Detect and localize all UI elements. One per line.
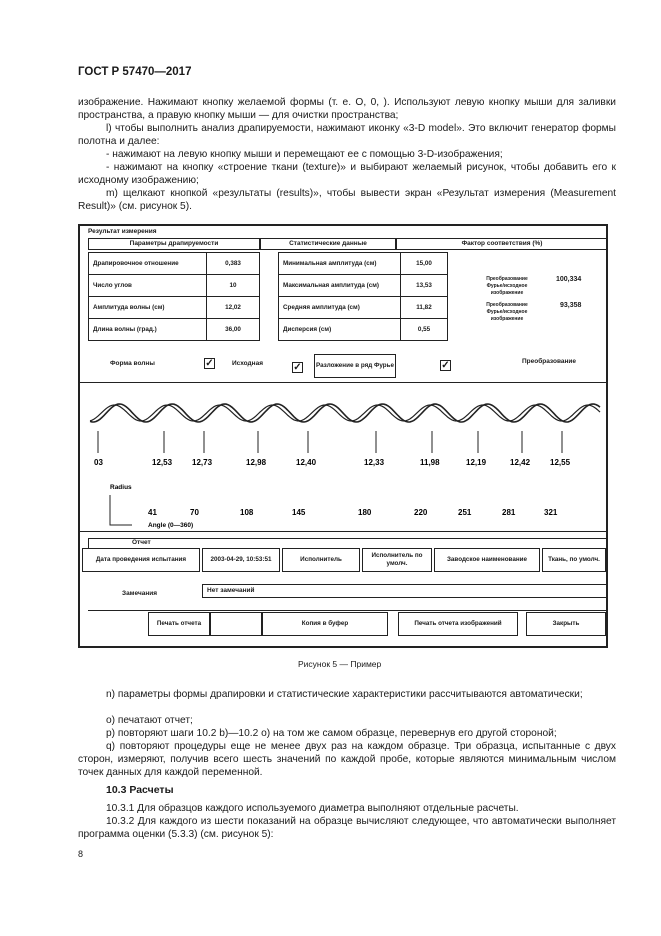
factor-value: 100,334 xyxy=(556,276,582,283)
wave-chart xyxy=(80,383,606,533)
original-label: Исходная xyxy=(232,360,263,367)
table-row xyxy=(89,275,260,297)
angle-label: 281 xyxy=(502,508,516,517)
table-row xyxy=(89,297,260,319)
stats-value: 15,00 xyxy=(401,253,448,275)
date-label: Дата проведения испытания xyxy=(82,548,200,572)
angle-axis-label: Angle (0—360) xyxy=(148,522,194,529)
angle-label: 70 xyxy=(190,508,199,517)
page-number: 8 xyxy=(78,849,84,859)
stats-label: Средняя амплитуда (см) xyxy=(279,297,401,319)
angle-label: 321 xyxy=(544,508,558,517)
section-heading: 10.3 Расчеты xyxy=(106,784,174,796)
factor-value: 93,358 xyxy=(560,302,582,309)
report-label: Отчет xyxy=(132,539,151,546)
document-header: ГОСТ Р 57470—2017 xyxy=(78,66,192,78)
sample-value[interactable]: Ткань, по умолч. xyxy=(542,548,606,572)
angle-label: 220 xyxy=(414,508,428,517)
drape-value: 0,383 xyxy=(207,253,260,275)
transformation-label: Преобразование xyxy=(522,358,577,365)
remarks-label: Замечания xyxy=(122,590,158,597)
axis-indicator xyxy=(110,495,132,525)
stats-section-header: Статистические данные xyxy=(260,238,396,250)
figure-caption: Рисунок 5 — Пример xyxy=(298,659,382,669)
fourier-checkbox[interactable]: ✓ xyxy=(441,360,450,371)
factor-label: Преобразование Фурье/исходное изображение xyxy=(486,302,528,322)
paragraph: 10.3.1 Для образцов каждого используемого диаметра выполняют отдельные расчеты. xyxy=(106,803,519,814)
drape-label: Амплитуда волны (см) xyxy=(89,297,207,319)
radius-label: 12,19 xyxy=(466,458,487,467)
stats-label: Минимальная амплитуда (см) xyxy=(279,253,401,275)
paragraph: l) чтобы выполнить анализ драпируемости, нажимают иконку «3-D model». Это включит генератор формы полотна и далее: xyxy=(78,123,616,147)
wave-shape-checkbox[interactable]: ✓ xyxy=(205,358,214,369)
original-checkbox[interactable]: ✓ xyxy=(293,362,302,373)
paragraph: m) щелкают кнопкой «результаты (results)», чтобы вывести экран «Результат измерения (Measurement Result)» (см. рисунок 5). xyxy=(78,188,616,212)
radius-label: 12,42 xyxy=(510,458,531,467)
date-value: 2003-04-29, 10:53:51 xyxy=(202,548,280,572)
radius-label: 03 xyxy=(94,458,103,467)
drape-value: 36,00 xyxy=(207,319,260,341)
paragraph: - нажимают на левую кнопку мыши и перемещают ее с помощью 3-D-изображения; xyxy=(106,149,503,160)
drape-section-header: Параметры драпируемости xyxy=(88,238,260,250)
measurement-result-window xyxy=(78,224,608,648)
copy-buffer-button[interactable]: Копия в буфер xyxy=(262,612,388,636)
print-images-button[interactable]: Печать отчета изображений xyxy=(398,612,518,636)
drape-label: Драпировочное отношение xyxy=(89,253,207,275)
executor-value[interactable]: Исполнитель по умолч. xyxy=(362,548,432,572)
divider xyxy=(88,610,608,611)
paragraph: q) повторяют процедуры еще не менее двух раз на каждом образце. Три образца, испытанные с двух сторон, измеряют, получив всего шесть значений по каждой пробе, которые являются минимальным числом точек данных для каждой переменной. xyxy=(78,741,616,778)
angle-label: 145 xyxy=(292,508,306,517)
radius-label: 12,33 xyxy=(364,458,385,467)
radius-label: 12,40 xyxy=(296,458,317,467)
angle-label: 108 xyxy=(240,508,254,517)
stats-label: Дисперсия (см) xyxy=(279,319,401,341)
executor-label: Исполнитель xyxy=(282,548,360,572)
wave-series xyxy=(90,405,600,421)
stats-value: 0,55 xyxy=(401,319,448,341)
paragraph: изображение. Нажимают кнопку желаемой формы (т. е. О, 0, ). Используют левую кнопку мыши для заливки пространства, а правую кнопку мыши — для очистки пространства; xyxy=(78,97,616,121)
table-row xyxy=(279,319,448,341)
stats-value: 13,53 xyxy=(401,275,448,297)
radius-label: 12,73 xyxy=(192,458,213,467)
table-row xyxy=(279,275,448,297)
report-divider xyxy=(88,538,608,548)
paragraph: o) печатают отчет; xyxy=(106,715,193,726)
table-row xyxy=(89,319,260,341)
angle-label: 251 xyxy=(458,508,472,517)
stats-value: 11,82 xyxy=(401,297,448,319)
angle-label: 41 xyxy=(148,508,157,517)
sample-label: Заводское наименование xyxy=(434,548,540,572)
paragraph: n) параметры формы драпировки и статистические характеристики рассчитываются автоматически; xyxy=(106,689,583,700)
drape-parameters-table xyxy=(88,252,260,341)
drape-value: 12,02 xyxy=(207,297,260,319)
table-row xyxy=(89,253,260,275)
paragraph: 10.3.2 Для каждого из шести показаний на образце вычисляют следующее, что автоматически выполняет программа оценки (5.3.3) (см. рисунок 5): xyxy=(78,816,616,840)
table-row xyxy=(279,297,448,319)
drape-label: Число углов xyxy=(89,275,207,297)
wave-shape-label: Форма волны xyxy=(110,360,155,367)
paragraph: - нажимают на кнопку «строение ткани (texture)» и выбирают желаемый рисунок, чтобы добавить его к исходному изображению; xyxy=(78,162,616,186)
remarks-field[interactable]: Нет замечаний xyxy=(202,584,608,598)
window-title: Результат измерения xyxy=(88,228,157,235)
table-row xyxy=(279,253,448,275)
chart-area xyxy=(80,382,606,532)
fourier-button[interactable]: Разложение в ряд Фурье xyxy=(314,354,396,378)
factor-section-header: Фактор соответствия (%) xyxy=(396,238,608,250)
stats-label: Максимальная амплитуда (см) xyxy=(279,275,401,297)
drape-value: 10 xyxy=(207,275,260,297)
print-report-button[interactable]: Печать отчета xyxy=(148,612,210,636)
statistics-table xyxy=(278,252,448,341)
drape-label: Длина волны (град.) xyxy=(89,319,207,341)
factor-label: Преобразование Фурье/исходное изображение xyxy=(486,276,528,296)
paragraph: p) повторяют шаги 10.2 b)—10.2 o) на том же самом образце, перевернув его другой стороной; xyxy=(106,728,557,739)
angle-label: 180 xyxy=(358,508,372,517)
radius-label: 12,98 xyxy=(246,458,267,467)
radius-axis-label: Radius xyxy=(110,484,132,491)
radius-label: 11,98 xyxy=(420,458,440,467)
radius-label: 12,53 xyxy=(152,458,173,467)
radius-label: 12,55 xyxy=(550,458,571,467)
empty-button[interactable] xyxy=(210,612,262,636)
close-button[interactable]: Закрыть xyxy=(526,612,606,636)
